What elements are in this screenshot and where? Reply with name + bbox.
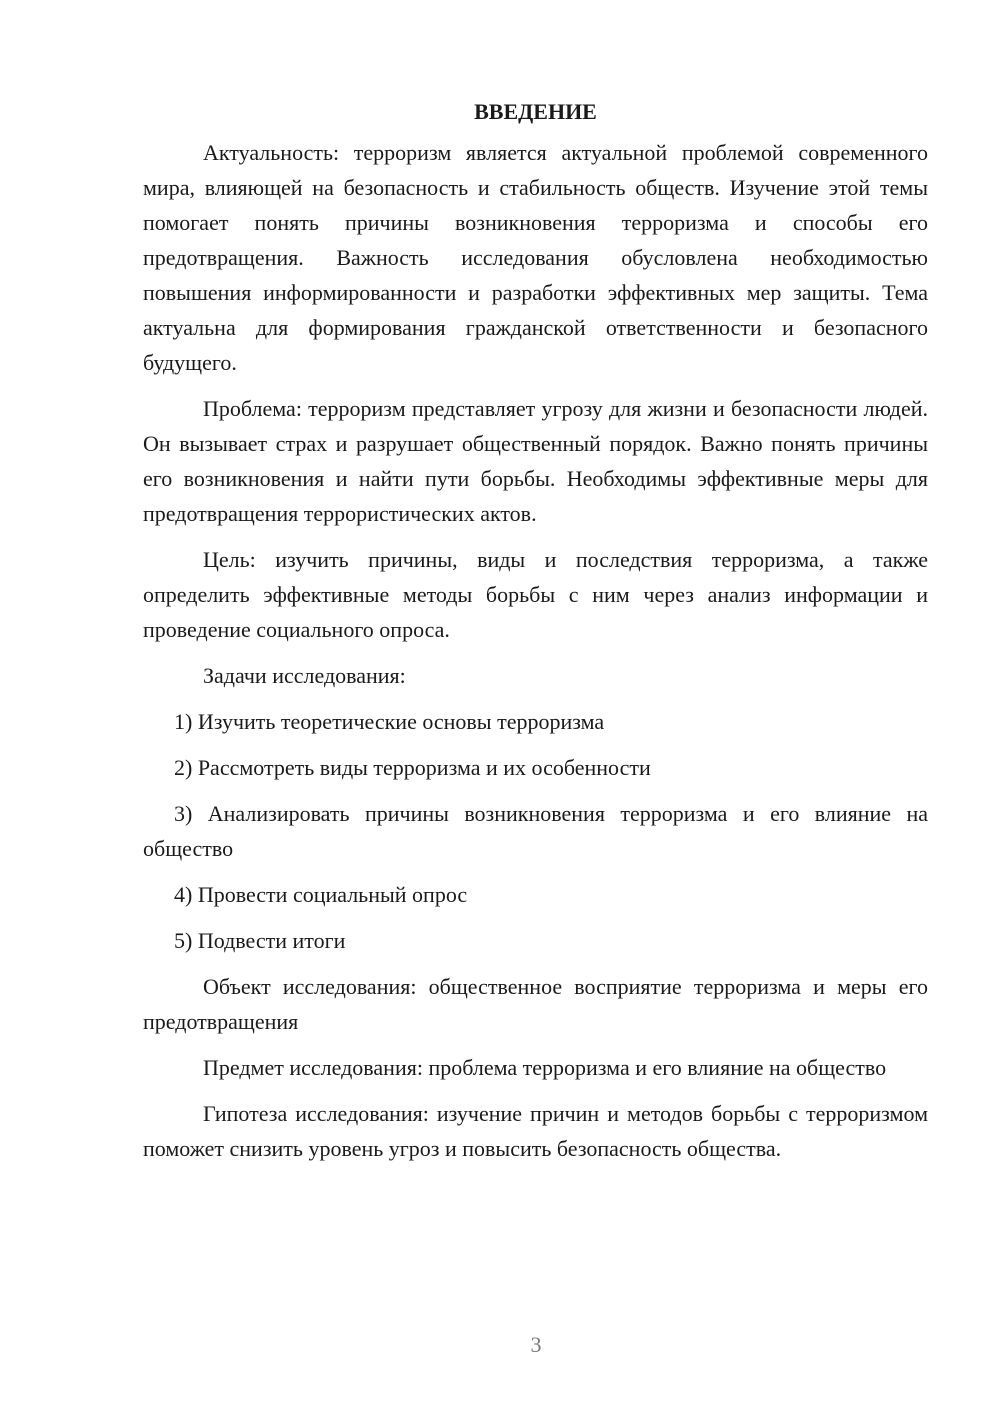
page-heading: ВВЕДЕНИЕ bbox=[474, 99, 597, 124]
tasks-title: Задачи исследования: bbox=[203, 663, 406, 688]
task-item-5: 5) Подвести итоги bbox=[174, 928, 346, 953]
task-item-4: 4) Провести социальный опрос bbox=[174, 882, 468, 907]
object-paragraph: Объект исследования: общественное восприятие терроризма и меры его предотвращения bbox=[143, 974, 928, 1034]
task-item-3: 3) Анализировать причины возникновения терроризма и его влияние на общество bbox=[143, 801, 928, 861]
problem-paragraph: Проблема: терроризм представляет угрозу для жизни и безопасности людей. Он вызывает страх и разрушает общественный порядок. Важно понять причины его возникновения и найти пути борьбы. Необходимы эффективные меры для предотвращения террористических актов. bbox=[143, 396, 928, 526]
goal-paragraph: Цель: изучить причины, виды и последствия терроризма, а также определить эффективные методы борьбы с ним через анализ информации и проведение социального опроса. bbox=[143, 547, 928, 642]
hypothesis-paragraph: Гипотеза исследования: изучение причин и методов борьбы с терроризмом поможет снизить уровень угроз и повысить безопасность общества. bbox=[143, 1101, 928, 1161]
task-item-2: 2) Рассмотреть виды терроризма и их особенности bbox=[174, 755, 651, 780]
task-item-1: 1) Изучить теоретические основы терроризма bbox=[174, 709, 605, 734]
relevance-paragraph: Актуальность: терроризм является актуальной проблемой современного мира, влияющей на безопасность и стабильность обществ. Изучение этой темы помогает понять причины возникновения терроризма и способы его предотвращения. Важность исследования обусловлена необходимостью повышения информированности и разработки эффективных мер защиты. Тема актуальна для формирования гражданской ответственности и безопасного будущего. bbox=[143, 140, 928, 375]
page-content bbox=[143, 94, 928, 1177]
subject-paragraph: Предмет исследования: проблема терроризма и его влияние на общество bbox=[203, 1055, 887, 1080]
page-number: 3 bbox=[530, 1332, 542, 1357]
